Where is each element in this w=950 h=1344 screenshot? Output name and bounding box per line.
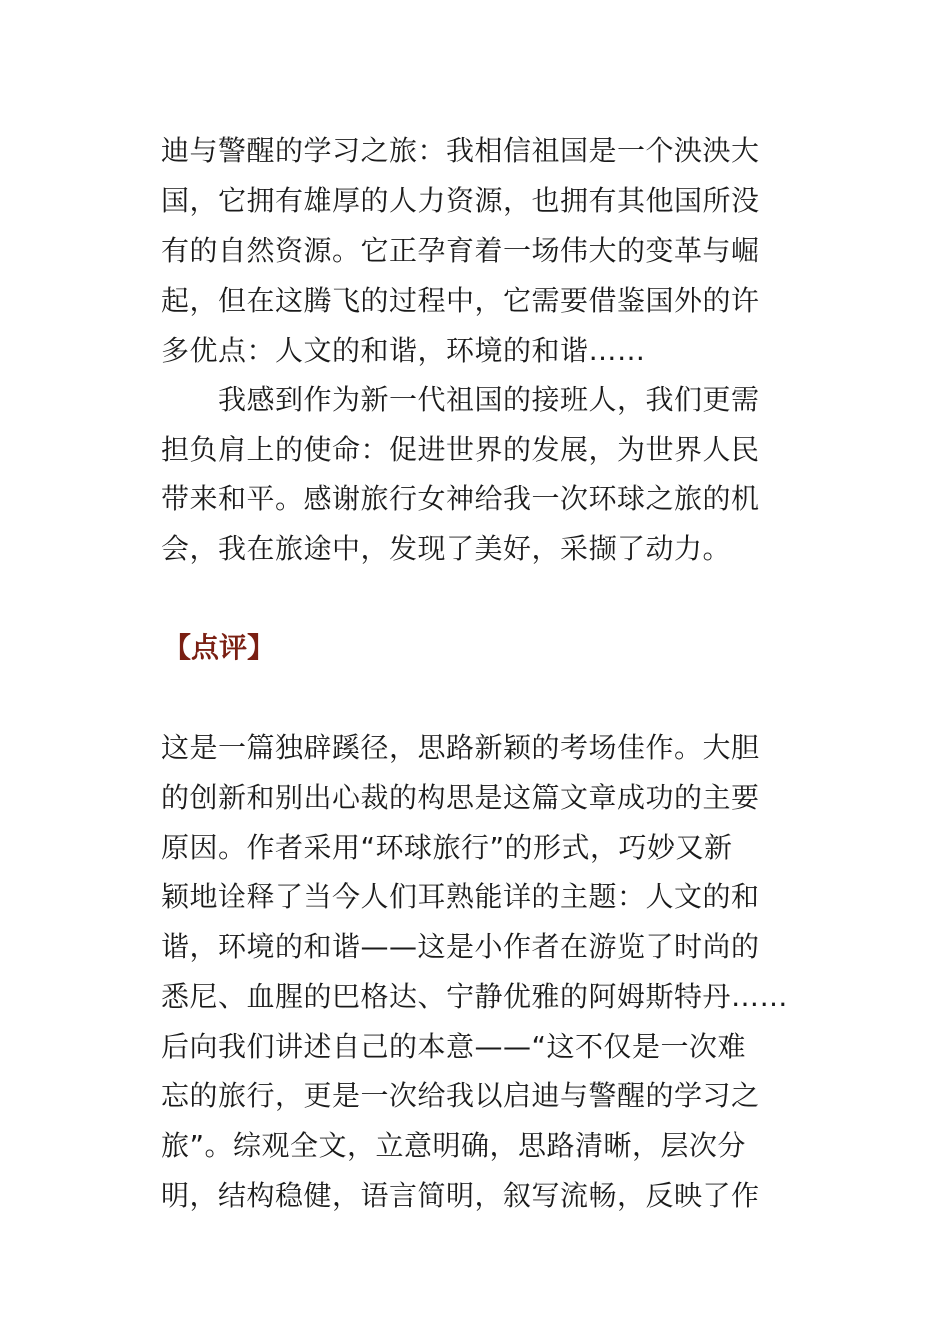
essay-line: 国，它拥有雄厚的人力资源，也拥有其他国所没: [161, 184, 760, 217]
review-line: 后向我们讲述自己的本意——“这不仅是一次难: [161, 1030, 747, 1063]
review-heading: 【点评】: [163, 631, 276, 664]
essay-line: 担负肩上的使命：促进世界的发展，为世界人民: [161, 433, 760, 466]
review-line: 悉尼、血腥的巴格达、宁静优雅的阿姆斯特丹……: [161, 980, 789, 1013]
essay-line: 会，我在旅途中，发现了美好，采撷了动力。: [161, 532, 732, 565]
review-line: 忘的旅行，更是一次给我以启迪与警醒的学习之: [161, 1079, 760, 1112]
essay-line: 有的自然资源。它正孕育着一场伟大的变革与崛: [161, 234, 760, 267]
review-line: 旅”。综观全文，立意明确，思路清晰，层次分: [161, 1129, 747, 1162]
review-line: 的创新和别出心裁的构思是这篇文章成功的主要: [161, 781, 760, 814]
review-line: 原因。作者采用“环球旅行”的形式，巧妙又新: [161, 831, 733, 864]
essay-line: 迪与警醒的学习之旅：我相信祖国是一个泱泱大: [161, 134, 760, 167]
review-line: 谐，环境的和谐——这是小作者在游览了时尚的: [161, 930, 760, 963]
review-line: 明，结构稳健，语言简明，叙写流畅，反映了作: [161, 1179, 760, 1212]
essay-line: 起，但在这腾飞的过程中，它需要借鉴国外的许: [161, 284, 760, 317]
review-line: 颖地诠释了当今人们耳熟能详的主题：人文的和: [161, 880, 760, 913]
essay-line: 带来和平。感谢旅行女神给我一次环球之旅的机: [161, 482, 760, 515]
review-line: 这是一篇独辟蹊径，思路新颖的考场佳作。大胆: [161, 731, 760, 764]
essay-line: 多优点：人文的和谐，环境的和谐……: [161, 334, 646, 367]
essay-paragraph-start: 我感到作为新一代祖国的接班人，我们更需: [218, 383, 760, 416]
